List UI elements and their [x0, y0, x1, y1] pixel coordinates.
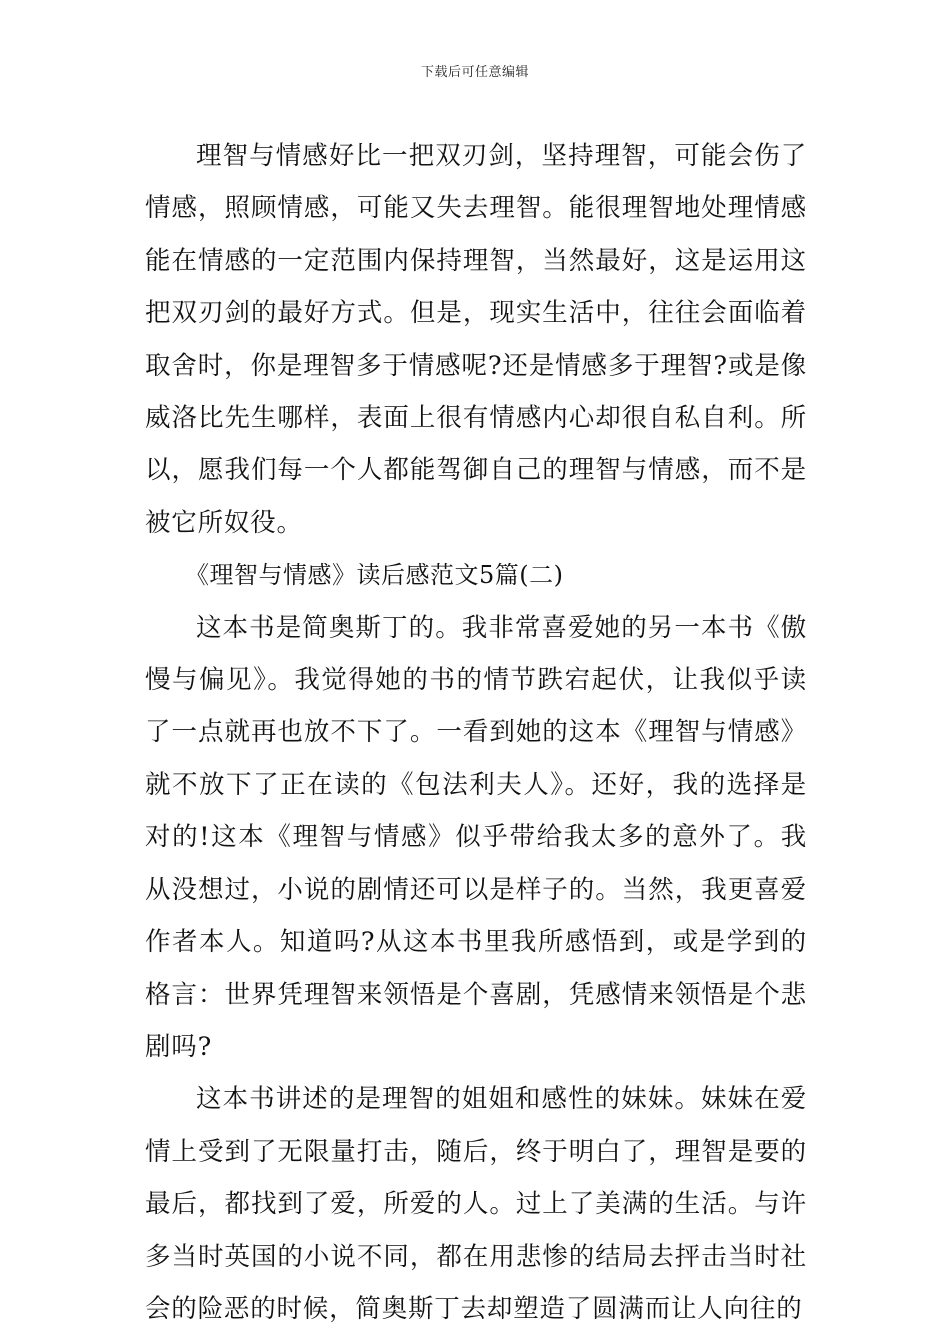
paragraph-body-2: 这本书讲述的是理智的姐姐和感性的妹妹。妹妹在爱情上受到了无限量打击，随后，终于明白了，理智是要的最后，都找到了爱，所爱的人。过上了美满的生活。与许多当时英国的小说不同，都在用悲惨的结局去抨击当时社会的险恶的时候，简奥斯丁去却塑造了圆满而让人向往的	[145, 1084, 807, 1324]
page-header: 下载后可任意编辑	[420, 65, 529, 80]
document-body	[145, 130, 807, 1335]
paragraph-continuation: 理智与情感好比一把双刃剑，坚持理智，可能会伤了情感，照顾情感，可能又失去理智。能很理智地处理情感能在情感的一定范围内保持理智，当然最好，这是运用这把双刃剑的最好方式。但是，现实生活中，往往会面临着取舍时，你是理智多于情感呢?还是情感多于理智?或是像威洛比先生哪样，表面上很有情感内心却很自私自利。所以，愿我们每一个人都能驾御自己的理智与情感，而不是被它所奴役。	[145, 141, 807, 538]
section-heading: 《理智与情感》读后感范文5篇(二)	[185, 561, 564, 590]
paragraph-body-1: 这本书是简奥斯丁的。我非常喜爱她的另一本书《傲慢与偏见》。我觉得她的书的情节跌宕起伏，让我似乎读了一点就再也放不下了。一看到她的这本《理智与情感》就不放下了正在读的《包法利夫人》。还好，我的选择是对的!这本《理智与情感》似乎带给我太多的意外了。我从没想过，小说的剧情还可以是样子的。当然，我更喜爱作者本人。知道吗?从这本书里我所感悟到，或是学到的格言：世界凭理智来领悟是个喜剧，凭感情来领悟是个悲剧吗?	[145, 612, 807, 1062]
